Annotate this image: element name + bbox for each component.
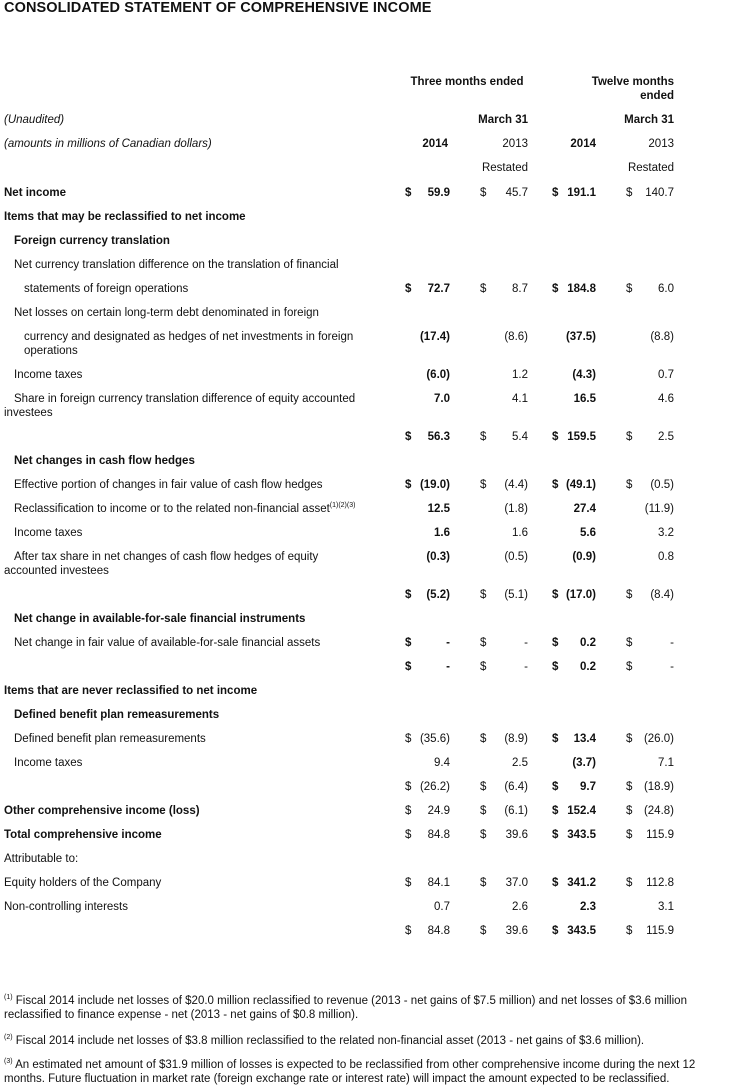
header-twelve-months-2: ended bbox=[640, 90, 674, 102]
value-cell: 84.8 bbox=[427, 829, 450, 841]
currency-symbol: $ bbox=[626, 187, 633, 199]
value-cell: - bbox=[524, 661, 528, 673]
value-cell: 27.4 bbox=[573, 503, 596, 515]
row-label: After tax share in net changes of cash flow hedges of equity accounted investees bbox=[4, 551, 319, 577]
value-cell: 159.5 bbox=[567, 431, 596, 443]
footnote-mark: (1) bbox=[4, 994, 13, 1002]
value-cell: (8.4) bbox=[650, 589, 674, 601]
table-row bbox=[0, 258, 732, 278]
footnote-mark: (3) bbox=[4, 1058, 13, 1066]
currency-symbol: $ bbox=[480, 829, 487, 841]
currency-symbol: $ bbox=[480, 431, 487, 443]
table-row bbox=[0, 330, 732, 357]
currency-symbol: $ bbox=[405, 925, 412, 937]
currency-symbol: $ bbox=[480, 733, 487, 745]
value-cell: 3.2 bbox=[658, 527, 674, 539]
currency-symbol: $ bbox=[480, 781, 487, 793]
value-cell: (6.4) bbox=[504, 781, 528, 793]
value-cell: 12.5 bbox=[427, 503, 450, 515]
value-cell: 13.4 bbox=[573, 733, 596, 745]
currency-symbol: $ bbox=[626, 781, 633, 793]
value-cell: (11.9) bbox=[644, 503, 674, 515]
table-row bbox=[0, 234, 732, 254]
header-restated-b: Restated bbox=[627, 162, 674, 174]
value-cell: 7.0 bbox=[434, 393, 450, 405]
currency-symbol: $ bbox=[552, 431, 559, 443]
value-cell: (4.4) bbox=[504, 479, 528, 491]
value-cell: (35.6) bbox=[419, 733, 450, 745]
value-cell: 2.5 bbox=[512, 757, 528, 769]
value-cell: 343.5 bbox=[567, 829, 596, 841]
currency-symbol: $ bbox=[405, 781, 412, 793]
row-label: Total comprehensive income bbox=[4, 829, 162, 841]
currency-symbol: $ bbox=[480, 805, 487, 817]
value-cell: 16.5 bbox=[573, 393, 596, 405]
currency-symbol: $ bbox=[480, 637, 487, 649]
row-label: Equity holders of the Company bbox=[4, 877, 162, 889]
currency-symbol: $ bbox=[405, 637, 412, 649]
row-label: Foreign currency translation bbox=[14, 235, 170, 247]
amounts-label: (amounts in millions of Canadian dollars) bbox=[4, 138, 212, 150]
table-row bbox=[0, 550, 732, 577]
header-2013-b: 2013 bbox=[648, 138, 674, 150]
value-cell: (8.9) bbox=[504, 733, 528, 745]
value-cell: 3.1 bbox=[658, 901, 674, 913]
value-cell: (19.0) bbox=[419, 479, 450, 491]
value-cell: 59.9 bbox=[427, 187, 450, 199]
currency-symbol: $ bbox=[552, 877, 559, 889]
value-cell: (6.1) bbox=[504, 805, 528, 817]
table-row bbox=[0, 478, 732, 498]
row-label: Defined benefit plan remeasurements bbox=[14, 733, 206, 745]
header-2014-b: 2014 bbox=[570, 138, 596, 150]
row-label: Income taxes bbox=[14, 527, 83, 539]
value-cell: 112.8 bbox=[646, 877, 674, 889]
row-label: Net losses on certain long-term debt denominated in foreign bbox=[14, 307, 319, 319]
value-cell: 0.7 bbox=[658, 369, 674, 381]
row-label: Items that are never reclassified to net income bbox=[4, 685, 258, 697]
table-row bbox=[0, 684, 732, 704]
value-cell: 184.8 bbox=[567, 283, 596, 295]
value-cell: (1.8) bbox=[504, 503, 528, 515]
currency-symbol: $ bbox=[626, 479, 633, 491]
value-cell: (24.8) bbox=[643, 805, 674, 817]
value-cell: 115.9 bbox=[646, 829, 674, 841]
value-cell: (26.2) bbox=[419, 781, 450, 793]
currency-symbol: $ bbox=[405, 661, 412, 673]
currency-symbol: $ bbox=[405, 431, 412, 443]
value-cell: (17.0) bbox=[565, 589, 596, 601]
table-row bbox=[0, 306, 732, 326]
table-row bbox=[0, 502, 732, 522]
value-cell: 2.5 bbox=[658, 431, 674, 443]
value-cell: 5.6 bbox=[580, 527, 596, 539]
table-row bbox=[0, 392, 732, 419]
currency-symbol: $ bbox=[626, 877, 633, 889]
value-cell: 9.7 bbox=[580, 781, 596, 793]
value-cell: 343.5 bbox=[567, 925, 596, 937]
value-cell: 191.1 bbox=[567, 187, 596, 199]
currency-symbol: $ bbox=[626, 925, 633, 937]
value-cell: 45.7 bbox=[505, 187, 528, 199]
row-label: Defined benefit plan remeasurements bbox=[14, 709, 220, 721]
header-2013-a: 2013 bbox=[502, 138, 528, 150]
currency-symbol: $ bbox=[552, 661, 559, 673]
value-cell: (0.9) bbox=[572, 551, 596, 563]
value-cell: (18.9) bbox=[643, 781, 674, 793]
value-cell: 2.6 bbox=[512, 901, 528, 913]
value-cell: 37.0 bbox=[505, 877, 528, 889]
table-row bbox=[0, 368, 732, 388]
row-label: Net change in fair value of available-for-sale financial assets bbox=[14, 637, 321, 649]
table-row bbox=[0, 804, 732, 824]
value-cell: 115.9 bbox=[646, 925, 674, 937]
currency-symbol: $ bbox=[626, 637, 633, 649]
table-row bbox=[0, 186, 732, 206]
row-label: Other comprehensive income (loss) bbox=[4, 805, 200, 817]
page-title: CONSOLIDATED STATEMENT OF COMPREHENSIVE INCOME bbox=[4, 0, 432, 16]
value-cell: 7.1 bbox=[658, 757, 674, 769]
value-cell: - bbox=[670, 661, 674, 673]
footnote-mark: (2) bbox=[4, 1034, 13, 1042]
table-row bbox=[0, 756, 732, 776]
value-cell: 1.6 bbox=[512, 527, 528, 539]
value-cell: 56.3 bbox=[427, 431, 450, 443]
currency-symbol: $ bbox=[552, 589, 559, 601]
footnote-text: Fiscal 2014 include net losses of $3.8 million reclassified to the related non-financial asset (2013 - net gains of $3.6 million). bbox=[12, 1035, 645, 1047]
value-cell: (4.3) bbox=[572, 369, 596, 381]
currency-symbol: $ bbox=[480, 479, 487, 491]
currency-symbol: $ bbox=[626, 431, 633, 443]
currency-symbol: $ bbox=[480, 877, 487, 889]
currency-symbol: $ bbox=[626, 661, 633, 673]
row-label: Net income bbox=[4, 187, 66, 199]
currency-symbol: $ bbox=[480, 925, 487, 937]
value-cell: 0.8 bbox=[658, 551, 674, 563]
table-row bbox=[0, 708, 732, 728]
currency-symbol: $ bbox=[405, 283, 412, 295]
table-row bbox=[0, 526, 732, 546]
value-cell: (0.3) bbox=[426, 551, 450, 563]
currency-symbol: $ bbox=[626, 589, 633, 601]
currency-symbol: $ bbox=[405, 733, 412, 745]
table-row bbox=[0, 876, 732, 896]
currency-symbol: $ bbox=[480, 283, 487, 295]
footnote-text: Fiscal 2014 include net losses of $20.0 million reclassified to revenue (2013 - net gains of $7.5 million) and net losses of $3.6 million reclassified to finance expense - net (2013 - net gains of $0.8 million). bbox=[4, 995, 687, 1021]
currency-symbol: $ bbox=[626, 805, 633, 817]
value-cell: 4.1 bbox=[512, 393, 528, 405]
value-cell: 1.6 bbox=[434, 527, 450, 539]
value-cell: 6.0 bbox=[658, 283, 674, 295]
footnote bbox=[4, 1058, 728, 1086]
table-row bbox=[0, 780, 732, 800]
currency-symbol: $ bbox=[480, 661, 487, 673]
footnote-reference: (1)(2)(3) bbox=[329, 502, 356, 510]
row-label: Attributable to: bbox=[4, 853, 79, 865]
value-cell: (0.5) bbox=[504, 551, 528, 563]
row-label: Net currency translation difference on the translation of financial bbox=[14, 259, 339, 271]
currency-symbol: $ bbox=[480, 589, 487, 601]
value-cell: 0.2 bbox=[580, 637, 596, 649]
currency-symbol: $ bbox=[405, 805, 412, 817]
value-cell: 9.4 bbox=[434, 757, 450, 769]
currency-symbol: $ bbox=[552, 479, 559, 491]
header-twelve-months-1: Twelve months bbox=[591, 76, 674, 88]
value-cell: 0.7 bbox=[434, 901, 450, 913]
row-label: Income taxes bbox=[14, 757, 83, 769]
value-cell: 24.9 bbox=[427, 805, 450, 817]
row-label: Net change in available-for-sale financial instruments bbox=[14, 613, 306, 625]
row-label: currency and designated as hedges of net investments in foreign operations bbox=[24, 331, 354, 357]
currency-symbol: $ bbox=[480, 187, 487, 199]
header-restated-a: Restated bbox=[481, 162, 528, 174]
table-row bbox=[0, 660, 732, 680]
row-label: Reclassification to income or to the related non-financial asset$^{(1)(2)(3)}$ bbox=[14, 502, 356, 515]
value-cell: 5.4 bbox=[512, 431, 528, 443]
value-cell: 341.2 bbox=[567, 877, 596, 889]
value-cell: - bbox=[670, 637, 674, 649]
row-label: statements of foreign operations bbox=[24, 283, 189, 295]
value-cell: 4.6 bbox=[658, 393, 674, 405]
value-cell: 84.1 bbox=[427, 877, 450, 889]
currency-symbol: $ bbox=[405, 589, 412, 601]
currency-symbol: $ bbox=[405, 829, 412, 841]
row-label: Share in foreign currency translation difference of equity accounted investees bbox=[4, 393, 356, 419]
currency-symbol: $ bbox=[552, 925, 559, 937]
value-cell: (6.0) bbox=[426, 369, 450, 381]
header-three-months: Three months ended bbox=[410, 76, 524, 88]
value-cell: (8.8) bbox=[650, 331, 674, 343]
table-row bbox=[0, 210, 732, 230]
currency-symbol: $ bbox=[405, 187, 412, 199]
table-row bbox=[0, 588, 732, 608]
value-cell: 84.8 bbox=[427, 925, 450, 937]
table-row bbox=[0, 852, 732, 872]
currency-symbol: $ bbox=[552, 283, 559, 295]
row-label: Items that may be reclassified to net income bbox=[4, 211, 246, 223]
footnote bbox=[4, 994, 728, 1022]
currency-symbol: $ bbox=[552, 829, 559, 841]
table-row bbox=[0, 900, 732, 920]
value-cell: - bbox=[524, 637, 528, 649]
row-label: Net changes in cash flow hedges bbox=[14, 455, 195, 467]
table-row bbox=[0, 636, 732, 656]
value-cell: (8.6) bbox=[504, 331, 528, 343]
value-cell: - bbox=[446, 637, 450, 649]
table-row bbox=[0, 732, 732, 752]
currency-symbol: $ bbox=[552, 805, 559, 817]
value-cell: - bbox=[446, 661, 450, 673]
header-march31-a: March 31 bbox=[478, 114, 528, 126]
currency-symbol: $ bbox=[626, 283, 633, 295]
currency-symbol: $ bbox=[405, 479, 412, 491]
header-2014-a: 2014 bbox=[422, 138, 448, 150]
row-label: Effective portion of changes in fair value of cash flow hedges bbox=[14, 479, 323, 491]
value-cell: (49.1) bbox=[565, 479, 596, 491]
currency-symbol: $ bbox=[405, 877, 412, 889]
unaudited-label: (Unaudited) bbox=[4, 114, 65, 126]
value-cell: (37.5) bbox=[565, 331, 596, 343]
value-cell: 152.4 bbox=[567, 805, 596, 817]
value-cell: (26.0) bbox=[643, 733, 674, 745]
value-cell: 140.7 bbox=[645, 187, 674, 199]
value-cell: 1.2 bbox=[512, 369, 528, 381]
currency-symbol: $ bbox=[626, 733, 633, 745]
value-cell: (5.1) bbox=[504, 589, 528, 601]
value-cell: 39.6 bbox=[505, 925, 528, 937]
currency-symbol: $ bbox=[552, 733, 559, 745]
row-label: Non-controlling interests bbox=[4, 901, 129, 913]
table-row bbox=[0, 612, 732, 632]
value-cell: 2.3 bbox=[580, 901, 596, 913]
currency-symbol: $ bbox=[552, 637, 559, 649]
value-cell: 72.7 bbox=[427, 283, 450, 295]
table-row bbox=[0, 282, 732, 302]
value-cell: 0.2 bbox=[580, 661, 596, 673]
value-cell: (0.5) bbox=[650, 479, 674, 491]
value-cell: 8.7 bbox=[512, 283, 528, 295]
table-row bbox=[0, 454, 732, 474]
row-label: Income taxes bbox=[14, 369, 83, 381]
currency-symbol: $ bbox=[552, 187, 559, 199]
table-row bbox=[0, 430, 732, 450]
currency-symbol: $ bbox=[626, 829, 633, 841]
currency-symbol: $ bbox=[552, 781, 559, 793]
footnote-text: An estimated net amount of $31.9 million of losses is expected to be reclassified from other comprehensive income during the next 12 months. Future fluctuation in market rate (foreign exchange rate or interest rate) will impact the amount expected to be reclassified. bbox=[4, 1059, 696, 1085]
table-row bbox=[0, 924, 732, 944]
header-march31-b: March 31 bbox=[624, 114, 674, 126]
footnote bbox=[4, 1034, 728, 1048]
value-cell: (5.2) bbox=[426, 589, 450, 601]
value-cell: (3.7) bbox=[572, 757, 596, 769]
value-cell: 39.6 bbox=[505, 829, 528, 841]
value-cell: (17.4) bbox=[419, 331, 450, 343]
table-row bbox=[0, 828, 732, 848]
